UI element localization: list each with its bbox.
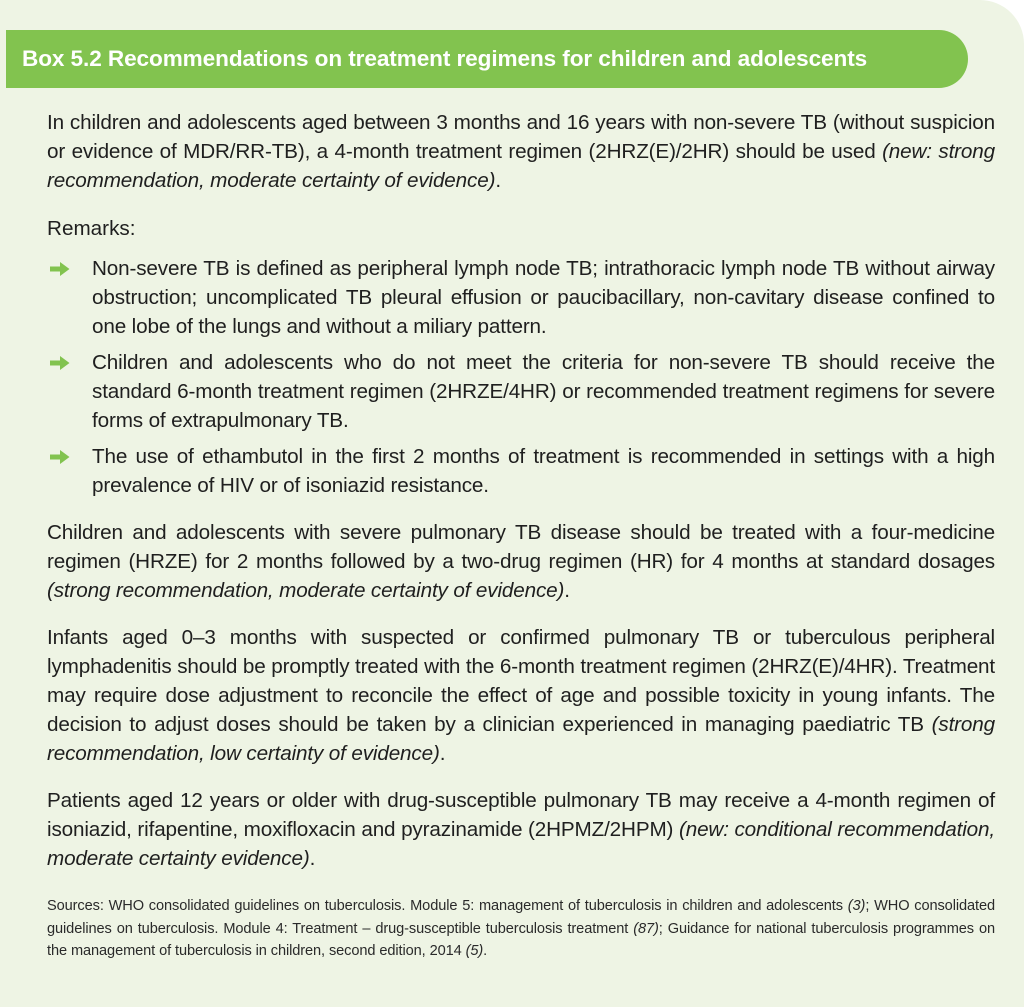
recommendation-1-text: In children and adolescents aged between 3 months and 16 years with non-severe TB (without suspicion or evidence of MDR/RR-TB), a 4-month treatment regimen (2HRZ(E)/2HR) should be used [47, 111, 995, 163]
recommendation-3-end: . [439, 742, 446, 765]
arrow-right-icon [49, 449, 71, 465]
sources-text-1: Sources: WHO consolidated guidelines on tuberculosis. Module 5: management of tuberculosis in children and adolescents [47, 898, 848, 914]
recommendation-paragraph-2 [47, 518, 995, 605]
remark-text: The use of ethambutol in the first 2 months of treatment is recommended in settings with a high prevalence of HIV or of isoniazid resistance. [92, 445, 995, 497]
box-title: Box 5.2 Recommendations on treatment regimens for children and adolescents [22, 46, 868, 71]
recommendation-4-strength: (new: conditional recommendation, moderate certainty evidence) [47, 818, 995, 870]
box-header [6, 30, 968, 88]
source-ref-3: (3) [847, 898, 866, 914]
source-ref-87: (87) [633, 920, 659, 937]
sources-text-2: ; WHO consolidated guidelines on tuberculosis. Module 4: Treatment – drug-susceptible tuberculosis treatment [47, 898, 995, 937]
remark-item [47, 442, 995, 500]
remarks-list [47, 254, 995, 500]
recommendation-3-strength: (strong recommendation, low certainty of evidence) [47, 713, 995, 765]
source-ref-5: (5) [465, 943, 484, 959]
remark-item [47, 254, 995, 341]
arrow-right-icon [49, 261, 71, 277]
recommendation-3-text: Infants aged 0–3 months with suspected or confirmed pulmonary TB or tuberculous peripheral lymphadenitis should be promptly treated with the 6-month treatment regimen (2HRZ(E)/4HR). Treatment may require dose adjustment to reconcile the effect of age and possible toxicity in young infants. The decision to adjust doses should be taken by a clinician experienced in managing paediatric TB [47, 626, 995, 736]
box-content [47, 108, 995, 963]
remarks-label: Remarks: [47, 217, 136, 240]
remark-text: Non-severe TB is defined as peripheral lymph node TB; intrathoracic lymph node TB without airway obstruction; uncomplicated TB pleural effusion or paucibacillary, non-cavitary disease confined to one lobe of the lungs and without a miliary pattern. [92, 257, 995, 338]
sources-text-4: . [483, 943, 488, 959]
recommendation-4-text: Patients aged 12 years or older with drug-susceptible pulmonary TB may receive a 4-month regimen of isoniazid, rifapentine, moxifloxacin and pyrazinamide (2HPMZ/2HPM) [47, 789, 995, 841]
recommendation-4-end: . [309, 847, 316, 870]
sources-note [47, 895, 995, 963]
sources-text-3: ; Guidance for national tuberculosis programmes on the management of tuberculosis in children, second edition, 2014 [47, 920, 995, 959]
recommendation-paragraph-3 [47, 623, 995, 768]
recommendation-2-strength: (strong recommendation, moderate certainty of evidence) [47, 579, 565, 602]
remark-text: Children and adolescents who do not meet the criteria for non-severe TB should receive the standard 6-month treatment regimen (2HRZE/4HR) or recommended treatment regimens for severe forms of extrapulmonary TB. [92, 351, 995, 432]
recommendation-paragraph-1 [47, 108, 995, 195]
recommendation-2-end: . [564, 579, 570, 602]
arrow-right-icon [49, 355, 71, 371]
recommendation-1-end: . [495, 169, 501, 192]
remark-item [47, 348, 995, 435]
recommendation-1-strength: (new: strong recommendation, moderate certainty of evidence) [47, 140, 995, 192]
recommendation-paragraph-4 [47, 786, 995, 873]
recommendation-2-text: Children and adolescents with severe pulmonary TB disease should be treated with a four-medicine regimen (HRZE) for 2 months followed by a two-drug regimen (HR) for 4 months at standard dosages [47, 521, 995, 573]
